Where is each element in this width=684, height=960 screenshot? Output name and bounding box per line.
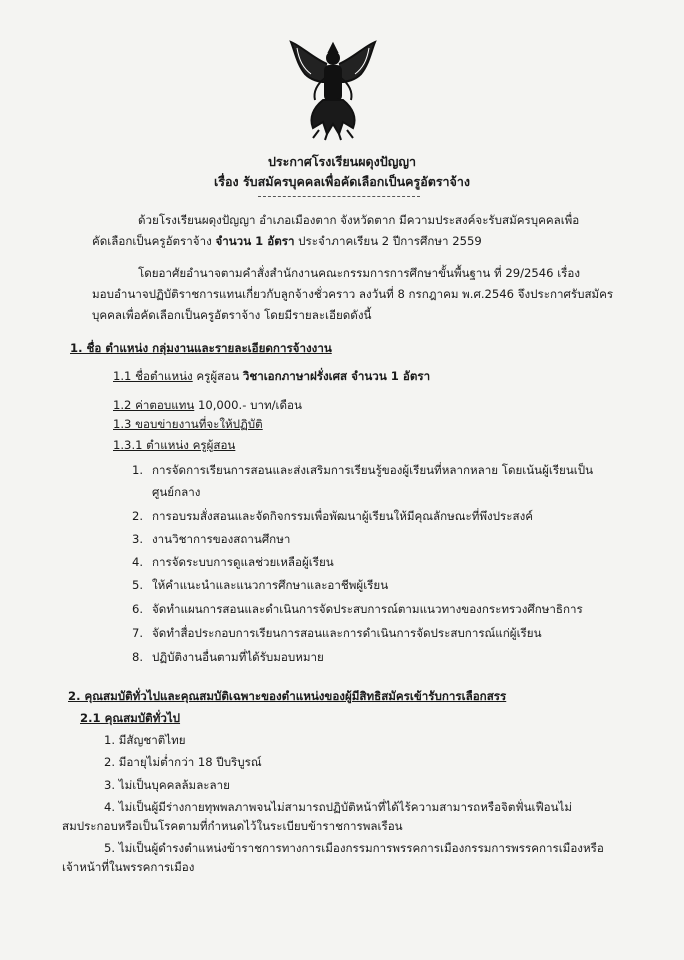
duty-text: การอบรมสั่งสอนและจัดกิจกรรมเพื่อพัฒนาผู้เรียนให้มีคุณลักษณะที่พึงประสงค์ bbox=[152, 509, 533, 523]
section-2-1-heading bbox=[80, 710, 180, 728]
duty-number: 6. bbox=[132, 602, 144, 616]
duty-number: 2. bbox=[132, 509, 144, 523]
section-1-3-1: 1.3.1 ตำแหน่ง ครูผู้สอน bbox=[113, 438, 236, 452]
duty-text: การจัดระบบการดูแลช่วยเหลือผู้เรียน bbox=[152, 555, 334, 569]
qualification-item-continuation: สมประกอบหรือเป็นโรคตามที่กำหนดไว้ในระเบียบข้าราชการพลเรือน bbox=[62, 819, 403, 833]
announcement-title: ประกาศโรงเรียนผดุงปัญญา bbox=[267, 154, 417, 169]
duty-item bbox=[132, 649, 324, 667]
duty-item bbox=[132, 508, 533, 526]
general-qualifications-label: 2.1 คุณสมบัติทั่วไป bbox=[80, 711, 181, 725]
duty-number: 4. bbox=[132, 555, 144, 569]
duty-item bbox=[132, 531, 290, 549]
intro-paragraph-2-line-3: บุคคลเพื่อคัดเลือกเป็นครูอัตราจ้าง โดยมีรายละเอียดดังนี้ bbox=[92, 308, 372, 322]
duty-text: การจัดการเรียนการสอนและส่งเสริมการเรียนรู้ของผู้เรียนที่หลากหลาย โดยเน้นผู้เรียนเป็น bbox=[152, 463, 594, 477]
duty-number: 5. bbox=[132, 578, 144, 592]
intro-paragraph-2-line-2: มอบอำนาจปฏิบัติราชการแทนเกี่ยวกับลูกจ้างชั่วคราว ลงวันที่ 8 กรกฎาคม พ.ศ.2546 จึงประกาศรับสมัคร bbox=[92, 287, 614, 301]
qualification-item-continuation: เจ้าหน้าที่ในพรรคการเมือง bbox=[62, 860, 195, 874]
qualification-item: 4. ไม่เป็นผู้มีร่างกายทุพพลภาพจนไม่สามารถปฏิบัติหน้าที่ได้ไร้ความสามารถหรือจิตฟั่นเฟือนไม่ bbox=[104, 800, 573, 814]
salary-value: 10,000.- บาท/เดือน bbox=[194, 398, 302, 412]
intro-text: คัดเลือกเป็นครูอัตราจ้าง bbox=[92, 234, 216, 248]
duty-text: ศูนย์กลาง bbox=[152, 485, 201, 499]
qualification-item: 2. มีอายุไม่ต่ำกว่า 18 ปีบริบูรณ์ bbox=[104, 755, 262, 769]
duty-number: 7. bbox=[132, 626, 144, 640]
duty-number: 3. bbox=[132, 532, 144, 546]
duty-item bbox=[132, 577, 388, 595]
intro-paragraph-1-line-1: ด้วยโรงเรียนผดุงปัญญา อำเภอเมืองตาก จังหวัดตาก มีความประสงค์จะรับสมัครบุคคลเพื่อ bbox=[138, 213, 580, 227]
duty-text: จัดทำสื่อประกอบการเรียนการสอนและการดำเนินการจัดประสบการณ์แก่ผู้เรียน bbox=[152, 626, 542, 640]
qualification-item: 3. ไม่เป็นบุคคลล้มละลาย bbox=[104, 778, 230, 792]
section-1-1 bbox=[113, 368, 430, 386]
duty-item bbox=[132, 601, 583, 619]
duty-number: 8. bbox=[132, 650, 144, 664]
intro-paragraph-2-line-1: โดยอาศัยอำนาจตามคำสั่งสำนักงานคณะกรรมการการศึกษาขั้นพื้นฐาน ที่ 29/2546 เรื่อง bbox=[138, 266, 581, 280]
intro-position-count: จำนวน 1 อัตรา bbox=[215, 234, 295, 248]
intro-term: ประจำภาคเรียน 2 ปีการศึกษา 2559 bbox=[294, 234, 482, 248]
announcement-subject: เรื่อง รับสมัครบุคคลเพื่อคัดเลือกเป็นครูอัตราจ้าง bbox=[214, 174, 470, 189]
position-value: ครูผู้สอน bbox=[192, 369, 243, 383]
duty-item bbox=[132, 554, 334, 572]
section-1-heading: 1. ชื่อ ตำแหน่ง กลุ่มงานและรายละเอียดการจ้างงาน bbox=[70, 341, 332, 355]
duty-item bbox=[132, 462, 593, 480]
section-1-2 bbox=[113, 397, 302, 415]
duty-text: ให้คำแนะนำและแนวการศึกษาและอาชีพผู้เรียน bbox=[152, 578, 389, 592]
duty-number: 1. bbox=[132, 463, 144, 477]
section-2-heading: 2. คุณสมบัติทั่วไปและคุณสมบัติเฉพาะของตำแหน่งของผู้มีสิทธิสมัครเข้ารับการเลือกสรร bbox=[68, 689, 507, 703]
section-1-3: 1.3 ขอบข่ายงานที่จะให้ปฏิบัติ bbox=[113, 417, 263, 431]
duty-text: ปฏิบัติงานอื่นตามที่ได้รับมอบหมาย bbox=[152, 650, 324, 664]
salary-label: 1.2 ค่าตอบแทน bbox=[113, 398, 195, 412]
qualification-item: 1. มีสัญชาติไทย bbox=[104, 733, 186, 747]
duty-text: งานวิชาการของสถานศึกษา bbox=[152, 532, 291, 546]
position-subject: วิชาเอกภาษาฝรั่งเศส จำนวน 1 อัตรา bbox=[242, 369, 431, 383]
duty-item bbox=[132, 484, 200, 502]
title-divider bbox=[258, 196, 420, 197]
qualification-item: 5. ไม่เป็นผู้ดำรงตำแหน่งข้าราชการทางการเมืองกรรมการพรรคการเมืองกรรมการพรรคการเมืองหรือ bbox=[104, 841, 604, 855]
duty-item bbox=[132, 625, 542, 643]
duty-text: จัดทำแผนการสอนและดำเนินการจัดประสบการณ์ตามแนวทางของกระทรวงศึกษาธิการ bbox=[152, 602, 583, 616]
position-label: 1.1 ชื่อตำแหน่ง bbox=[113, 369, 193, 383]
intro-paragraph-1-line-2 bbox=[92, 233, 482, 251]
garuda-emblem-icon bbox=[283, 38, 383, 142]
